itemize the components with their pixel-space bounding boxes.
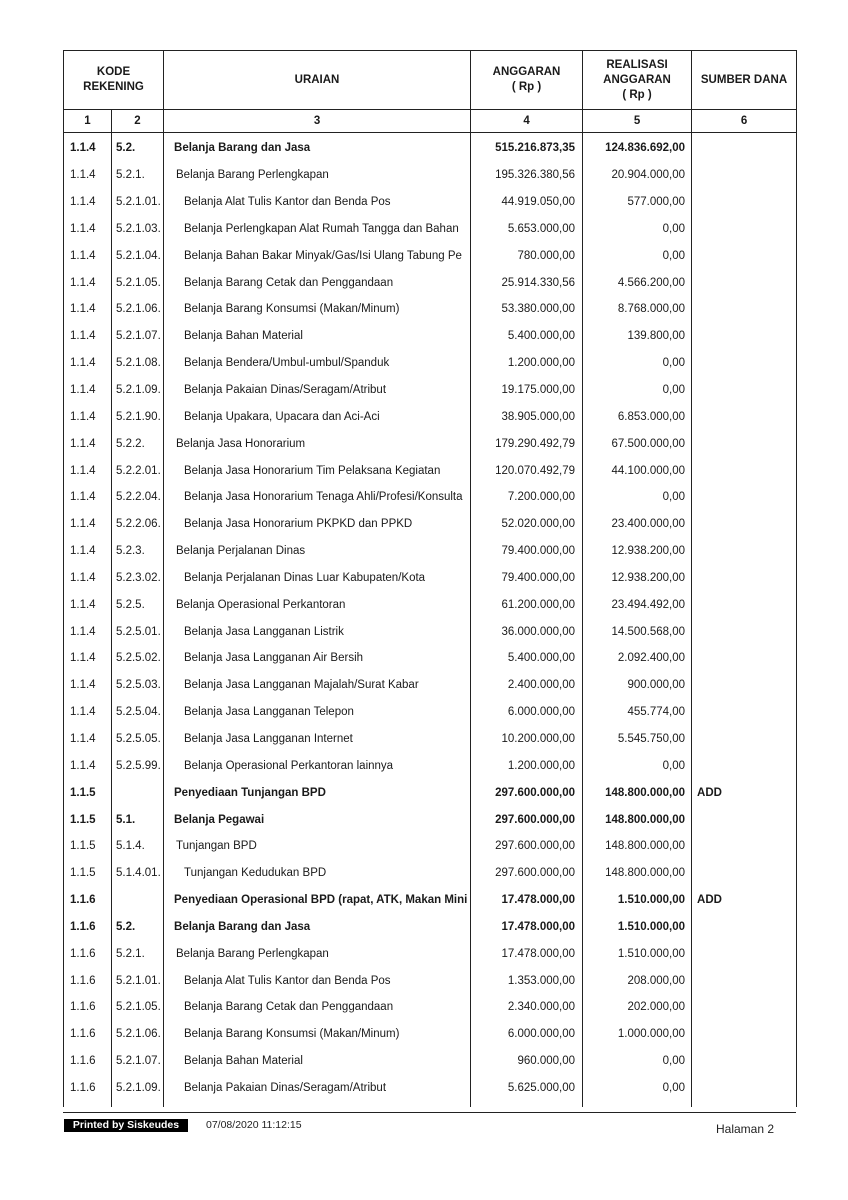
realisasi-cell: 0,00 <box>583 752 692 779</box>
kode-rekening-1: 1.1.6 <box>64 940 112 967</box>
sumber-dana-cell <box>692 833 797 860</box>
table-row <box>64 242 797 269</box>
anggaran-cell: 297.600.000,00 <box>471 860 583 887</box>
uraian-cell: Belanja Jasa Honorarium <box>164 430 471 457</box>
sumber-dana-cell <box>692 242 797 269</box>
anggaran-cell: 61.200.000,00 <box>471 591 583 618</box>
header-uraian-label: URAIAN <box>294 73 340 86</box>
column-number-row <box>64 110 797 133</box>
header-kode-rekening <box>64 51 164 110</box>
sumber-dana-cell <box>692 672 797 699</box>
header-sumber-dana <box>692 51 797 110</box>
uraian-cell: Belanja Barang Perlengkapan <box>164 940 471 967</box>
sumber-dana-cell <box>692 1021 797 1048</box>
uraian-cell: Belanja Bahan Bakar Minyak/Gas/Isi Ulang Tabung Pe <box>164 242 471 269</box>
uraian-cell: Belanja Bahan Material <box>164 1048 471 1075</box>
kode-rekening-1: 1.1.5 <box>64 779 112 806</box>
uraian-cell: Belanja Barang Cetak dan Penggandaan <box>164 269 471 296</box>
kode-rekening-2: 5.2.1.03. <box>112 216 164 243</box>
uraian-cell: Belanja Jasa Langganan Majalah/Surat Kabar <box>164 672 471 699</box>
table-row <box>64 350 797 377</box>
sumber-dana-cell <box>692 296 797 323</box>
anggaran-cell: 297.600.000,00 <box>471 833 583 860</box>
uraian-cell: Belanja Pakaian Dinas/Seragam/Atribut <box>164 377 471 404</box>
anggaran-cell: 19.175.000,00 <box>471 377 583 404</box>
uraian-cell: Belanja Perjalanan Dinas Luar Kabupaten/Kota <box>164 565 471 592</box>
table-row <box>64 457 797 484</box>
kode-rekening-2 <box>112 887 164 914</box>
anggaran-cell: 36.000.000,00 <box>471 618 583 645</box>
spacer-cell <box>112 1101 164 1107</box>
realisasi-cell: 0,00 <box>583 377 692 404</box>
footer-divider <box>63 1112 796 1113</box>
realisasi-cell: 0,00 <box>583 1075 692 1102</box>
kode-rekening-2: 5.2.1.07. <box>112 1048 164 1075</box>
realisasi-cell: 202.000,00 <box>583 994 692 1021</box>
kode-rekening-1: 1.1.4 <box>64 430 112 457</box>
sumber-dana-cell <box>692 216 797 243</box>
realisasi-cell: 148.800.000,00 <box>583 806 692 833</box>
sumber-dana-cell <box>692 511 797 538</box>
kode-rekening-1: 1.1.4 <box>64 591 112 618</box>
realisasi-cell: 20.904.000,00 <box>583 162 692 189</box>
uraian-cell: Belanja Operasional Perkantoran lainnya <box>164 752 471 779</box>
uraian-cell: Belanja Jasa Langganan Air Bersih <box>164 645 471 672</box>
sumber-dana-cell <box>692 699 797 726</box>
anggaran-cell: 5.653.000,00 <box>471 216 583 243</box>
kode-rekening-2: 5.2.1.04. <box>112 242 164 269</box>
uraian-cell: Belanja Barang Konsumsi (Makan/Minum) <box>164 296 471 323</box>
realisasi-cell: 67.500.000,00 <box>583 430 692 457</box>
kode-rekening-1: 1.1.4 <box>64 242 112 269</box>
realisasi-cell: 0,00 <box>583 242 692 269</box>
sumber-dana-cell <box>692 457 797 484</box>
kode-rekening-1: 1.1.4 <box>64 269 112 296</box>
table-row <box>64 699 797 726</box>
uraian-cell: Tunjangan BPD <box>164 833 471 860</box>
kode-rekening-1: 1.1.4 <box>64 189 112 216</box>
kode-rekening-2: 5.2.5.99. <box>112 752 164 779</box>
realisasi-cell: 44.100.000,00 <box>583 457 692 484</box>
anggaran-cell: 79.400.000,00 <box>471 565 583 592</box>
anggaran-cell: 179.290.492,79 <box>471 430 583 457</box>
kode-rekening-2: 5.2.1. <box>112 162 164 189</box>
kode-rekening-1: 1.1.6 <box>64 1075 112 1102</box>
kode-rekening-1: 1.1.5 <box>64 860 112 887</box>
table-row <box>64 1075 797 1102</box>
kode-rekening-2: 5.2.1. <box>112 940 164 967</box>
column-number: 5 <box>583 110 692 133</box>
kode-rekening-2: 5.2.2.06. <box>112 511 164 538</box>
realisasi-cell: 1.000.000,00 <box>583 1021 692 1048</box>
anggaran-cell: 53.380.000,00 <box>471 296 583 323</box>
sumber-dana-cell <box>692 752 797 779</box>
column-number: 3 <box>164 110 471 133</box>
header-kode-label: KODE REKENING <box>83 66 144 93</box>
table-row <box>64 538 797 565</box>
anggaran-cell: 5.625.000,00 <box>471 1075 583 1102</box>
uraian-cell: Belanja Barang Konsumsi (Makan/Minum) <box>164 1021 471 1048</box>
anggaran-cell: 120.070.492,79 <box>471 457 583 484</box>
kode-rekening-1: 1.1.4 <box>64 403 112 430</box>
uraian-cell: Penyediaan Tunjangan BPD <box>164 779 471 806</box>
uraian-cell: Belanja Jasa Langganan Internet <box>164 726 471 753</box>
anggaran-cell: 17.478.000,00 <box>471 887 583 914</box>
kode-rekening-2: 5.2.1.06. <box>112 1021 164 1048</box>
uraian-cell: Belanja Alat Tulis Kantor dan Benda Pos <box>164 967 471 994</box>
sumber-dana-cell <box>692 1075 797 1102</box>
sumber-dana-cell <box>692 133 797 162</box>
kode-rekening-2: 5.2.1.08. <box>112 350 164 377</box>
kode-rekening-2: 5.2.5.04. <box>112 699 164 726</box>
kode-rekening-2 <box>112 779 164 806</box>
anggaran-cell: 5.400.000,00 <box>471 645 583 672</box>
kode-rekening-2: 5.2.2.01. <box>112 457 164 484</box>
kode-rekening-2: 5.2.2.04. <box>112 484 164 511</box>
kode-rekening-2: 5.2. <box>112 913 164 940</box>
table-row <box>64 430 797 457</box>
anggaran-cell: 6.000.000,00 <box>471 699 583 726</box>
sumber-dana-cell <box>692 1048 797 1075</box>
realisasi-cell: 148.800.000,00 <box>583 833 692 860</box>
uraian-cell: Belanja Jasa Honorarium PKPKD dan PPKD <box>164 511 471 538</box>
kode-rekening-1: 1.1.4 <box>64 216 112 243</box>
budget-realization-table <box>63 50 797 1107</box>
kode-rekening-1: 1.1.6 <box>64 913 112 940</box>
uraian-cell: Belanja Upakara, Upacara dan Aci-Aci <box>164 403 471 430</box>
sumber-dana-cell <box>692 350 797 377</box>
table-row <box>64 269 797 296</box>
sumber-dana-cell <box>692 189 797 216</box>
realisasi-cell: 139.800,00 <box>583 323 692 350</box>
sumber-dana-cell <box>692 967 797 994</box>
uraian-cell: Belanja Bahan Material <box>164 323 471 350</box>
kode-rekening-1: 1.1.4 <box>64 645 112 672</box>
table-row <box>64 940 797 967</box>
table-row <box>64 645 797 672</box>
realisasi-cell: 23.400.000,00 <box>583 511 692 538</box>
kode-rekening-2: 5.2.5. <box>112 591 164 618</box>
uraian-cell: Belanja Jasa Langganan Listrik <box>164 618 471 645</box>
sumber-dana-cell <box>692 618 797 645</box>
header-uraian <box>164 51 471 110</box>
sumber-dana-cell <box>692 860 797 887</box>
column-number: 1 <box>64 110 112 133</box>
table-row <box>64 779 797 806</box>
sumber-dana-cell <box>692 323 797 350</box>
realisasi-cell: 1.510.000,00 <box>583 940 692 967</box>
anggaran-cell: 960.000,00 <box>471 1048 583 1075</box>
realisasi-cell: 2.092.400,00 <box>583 645 692 672</box>
kode-rekening-2: 5.2.5.03. <box>112 672 164 699</box>
anggaran-cell: 10.200.000,00 <box>471 726 583 753</box>
column-number: 4 <box>471 110 583 133</box>
realisasi-cell: 6.853.000,00 <box>583 403 692 430</box>
anggaran-cell: 2.400.000,00 <box>471 672 583 699</box>
table-header-row <box>64 51 797 110</box>
table-spacer-row <box>64 1101 797 1107</box>
realisasi-cell: 148.800.000,00 <box>583 860 692 887</box>
table-row <box>64 994 797 1021</box>
spacer-cell <box>692 1101 797 1107</box>
kode-rekening-2: 5.2.1.09. <box>112 377 164 404</box>
printed-timestamp: 07/08/2020 11:12:15 <box>206 1119 302 1131</box>
sumber-dana-cell <box>692 162 797 189</box>
uraian-cell: Belanja Barang dan Jasa <box>164 913 471 940</box>
anggaran-cell: 5.400.000,00 <box>471 323 583 350</box>
table-row <box>64 726 797 753</box>
table-row <box>64 833 797 860</box>
kode-rekening-1: 1.1.6 <box>64 1021 112 1048</box>
realisasi-cell: 1.510.000,00 <box>583 913 692 940</box>
kode-rekening-2: 5.2.2. <box>112 430 164 457</box>
kode-rekening-1: 1.1.4 <box>64 162 112 189</box>
kode-rekening-2: 5.2.5.05. <box>112 726 164 753</box>
anggaran-cell: 25.914.330,56 <box>471 269 583 296</box>
realisasi-cell: 577.000,00 <box>583 189 692 216</box>
uraian-cell: Belanja Bendera/Umbul-umbul/Spanduk <box>164 350 471 377</box>
realisasi-cell: 148.800.000,00 <box>583 779 692 806</box>
kode-rekening-1: 1.1.4 <box>64 752 112 779</box>
uraian-cell: Belanja Barang Cetak dan Penggandaan <box>164 994 471 1021</box>
kode-rekening-2: 5.2.1.01. <box>112 967 164 994</box>
realisasi-cell: 208.000,00 <box>583 967 692 994</box>
column-number: 2 <box>112 110 164 133</box>
anggaran-cell: 17.478.000,00 <box>471 913 583 940</box>
kode-rekening-2: 5.2.1.06. <box>112 296 164 323</box>
kode-rekening-1: 1.1.4 <box>64 350 112 377</box>
realisasi-cell: 900.000,00 <box>583 672 692 699</box>
kode-rekening-2: 5.2.5.02. <box>112 645 164 672</box>
table-row <box>64 189 797 216</box>
sumber-dana-cell <box>692 484 797 511</box>
realisasi-cell: 455.774,00 <box>583 699 692 726</box>
anggaran-cell: 297.600.000,00 <box>471 779 583 806</box>
table-row <box>64 133 797 162</box>
table-row <box>64 1021 797 1048</box>
table-row <box>64 752 797 779</box>
table-row <box>64 967 797 994</box>
kode-rekening-2: 5.2.1.90. <box>112 403 164 430</box>
uraian-cell: Belanja Perjalanan Dinas <box>164 538 471 565</box>
realisasi-cell: 14.500.568,00 <box>583 618 692 645</box>
realisasi-cell: 4.566.200,00 <box>583 269 692 296</box>
realisasi-cell: 0,00 <box>583 1048 692 1075</box>
realisasi-cell: 0,00 <box>583 484 692 511</box>
uraian-cell: Belanja Perlengkapan Alat Rumah Tangga dan Bahan <box>164 216 471 243</box>
kode-rekening-2: 5.2.1.05. <box>112 994 164 1021</box>
table-row <box>64 618 797 645</box>
realisasi-cell: 1.510.000,00 <box>583 887 692 914</box>
realisasi-cell: 5.545.750,00 <box>583 726 692 753</box>
kode-rekening-1: 1.1.4 <box>64 484 112 511</box>
realisasi-cell: 0,00 <box>583 216 692 243</box>
sumber-dana-cell <box>692 913 797 940</box>
uraian-cell: Belanja Barang dan Jasa <box>164 133 471 162</box>
sumber-dana-cell <box>692 994 797 1021</box>
uraian-cell: Tunjangan Kedudukan BPD <box>164 860 471 887</box>
anggaran-cell: 1.200.000,00 <box>471 752 583 779</box>
kode-rekening-2: 5.2.1.05. <box>112 269 164 296</box>
sumber-dana-cell <box>692 377 797 404</box>
table-row <box>64 216 797 243</box>
kode-rekening-1: 1.1.4 <box>64 377 112 404</box>
table-row <box>64 296 797 323</box>
header-realisasi-label: REALISASI ANGGARAN ( Rp ) <box>603 58 671 101</box>
table-row <box>64 913 797 940</box>
uraian-cell: Belanja Jasa Honorarium Tim Pelaksana Kegiatan <box>164 457 471 484</box>
sumber-dana-cell <box>692 726 797 753</box>
kode-rekening-2: 5.1. <box>112 806 164 833</box>
sumber-dana-cell <box>692 806 797 833</box>
uraian-cell: Belanja Operasional Perkantoran <box>164 591 471 618</box>
table-row <box>64 484 797 511</box>
spacer-cell <box>64 1101 112 1107</box>
realisasi-cell: 23.494.492,00 <box>583 591 692 618</box>
kode-rekening-2: 5.1.4. <box>112 833 164 860</box>
kode-rekening-1: 1.1.4 <box>64 296 112 323</box>
anggaran-cell: 515.216.873,35 <box>471 133 583 162</box>
kode-rekening-1: 1.1.5 <box>64 806 112 833</box>
uraian-cell: Penyediaan Operasional BPD (rapat, ATK, Makan Mini <box>164 887 471 914</box>
anggaran-cell: 38.905.000,00 <box>471 403 583 430</box>
sumber-dana-cell <box>692 940 797 967</box>
anggaran-cell: 6.000.000,00 <box>471 1021 583 1048</box>
kode-rekening-1: 1.1.4 <box>64 699 112 726</box>
table-row <box>64 162 797 189</box>
kode-rekening-2: 5.1.4.01. <box>112 860 164 887</box>
anggaran-cell: 44.919.050,00 <box>471 189 583 216</box>
kode-rekening-1: 1.1.6 <box>64 994 112 1021</box>
kode-rekening-1: 1.1.4 <box>64 726 112 753</box>
anggaran-cell: 1.353.000,00 <box>471 967 583 994</box>
table-row <box>64 377 797 404</box>
header-realisasi <box>583 51 692 110</box>
kode-rekening-1: 1.1.6 <box>64 967 112 994</box>
anggaran-cell: 2.340.000,00 <box>471 994 583 1021</box>
anggaran-cell: 52.020.000,00 <box>471 511 583 538</box>
sumber-dana-cell <box>692 591 797 618</box>
kode-rekening-2: 5.2.3. <box>112 538 164 565</box>
realisasi-cell: 12.938.200,00 <box>583 538 692 565</box>
table-row <box>64 887 797 914</box>
column-number: 6 <box>692 110 797 133</box>
kode-rekening-1: 1.1.4 <box>64 618 112 645</box>
anggaran-cell: 17.478.000,00 <box>471 940 583 967</box>
page-number: Halaman 2 <box>716 1122 775 1136</box>
table-body <box>64 133 797 1108</box>
table-row <box>64 672 797 699</box>
uraian-cell: Belanja Pakaian Dinas/Seragam/Atribut <box>164 1075 471 1102</box>
spacer-cell <box>164 1101 471 1107</box>
header-sumber-label: SUMBER DANA <box>700 73 788 86</box>
kode-rekening-2: 5.2.1.01. <box>112 189 164 216</box>
kode-rekening-2: 5.2.1.09. <box>112 1075 164 1102</box>
sumber-dana-cell: ADD <box>692 887 797 914</box>
table-row <box>64 403 797 430</box>
table-row <box>64 860 797 887</box>
anggaran-cell: 7.200.000,00 <box>471 484 583 511</box>
table-row <box>64 323 797 350</box>
kode-rekening-1: 1.1.5 <box>64 833 112 860</box>
kode-rekening-2: 5.2.1.07. <box>112 323 164 350</box>
uraian-cell: Belanja Jasa Langganan Telepon <box>164 699 471 726</box>
spacer-cell <box>583 1101 692 1107</box>
kode-rekening-1: 1.1.6 <box>64 1048 112 1075</box>
sumber-dana-cell <box>692 269 797 296</box>
table-row <box>64 1048 797 1075</box>
kode-rekening-1: 1.1.6 <box>64 887 112 914</box>
kode-rekening-2: 5.2. <box>112 133 164 162</box>
realisasi-cell: 8.768.000,00 <box>583 296 692 323</box>
anggaran-cell: 79.400.000,00 <box>471 538 583 565</box>
sumber-dana-cell: ADD <box>692 779 797 806</box>
kode-rekening-2: 5.2.3.02. <box>112 565 164 592</box>
sumber-dana-cell <box>692 403 797 430</box>
kode-rekening-1: 1.1.4 <box>64 323 112 350</box>
kode-rekening-1: 1.1.4 <box>64 511 112 538</box>
sumber-dana-cell <box>692 645 797 672</box>
kode-rekening-1: 1.1.4 <box>64 538 112 565</box>
kode-rekening-1: 1.1.4 <box>64 457 112 484</box>
table-row <box>64 565 797 592</box>
kode-rekening-1: 1.1.4 <box>64 133 112 162</box>
sumber-dana-cell <box>692 565 797 592</box>
uraian-cell: Belanja Jasa Honorarium Tenaga Ahli/Profesi/Konsulta <box>164 484 471 511</box>
table-row <box>64 511 797 538</box>
anggaran-cell: 1.200.000,00 <box>471 350 583 377</box>
printed-by-badge: Printed by Siskeudes <box>64 1119 188 1132</box>
sumber-dana-cell <box>692 430 797 457</box>
uraian-cell: Belanja Pegawai <box>164 806 471 833</box>
spacer-cell <box>471 1101 583 1107</box>
realisasi-cell: 0,00 <box>583 350 692 377</box>
sumber-dana-cell <box>692 538 797 565</box>
header-anggaran <box>471 51 583 110</box>
kode-rekening-1: 1.1.4 <box>64 672 112 699</box>
table-row <box>64 591 797 618</box>
anggaran-cell: 297.600.000,00 <box>471 806 583 833</box>
kode-rekening-2: 5.2.5.01. <box>112 618 164 645</box>
anggaran-cell: 780.000,00 <box>471 242 583 269</box>
header-anggaran-label: ANGGARAN ( Rp ) <box>492 66 561 93</box>
anggaran-cell: 195.326.380,56 <box>471 162 583 189</box>
table-row <box>64 806 797 833</box>
realisasi-cell: 124.836.692,00 <box>583 133 692 162</box>
kode-rekening-1: 1.1.4 <box>64 565 112 592</box>
uraian-cell: Belanja Alat Tulis Kantor dan Benda Pos <box>164 189 471 216</box>
realisasi-cell: 12.938.200,00 <box>583 565 692 592</box>
uraian-cell: Belanja Barang Perlengkapan <box>164 162 471 189</box>
